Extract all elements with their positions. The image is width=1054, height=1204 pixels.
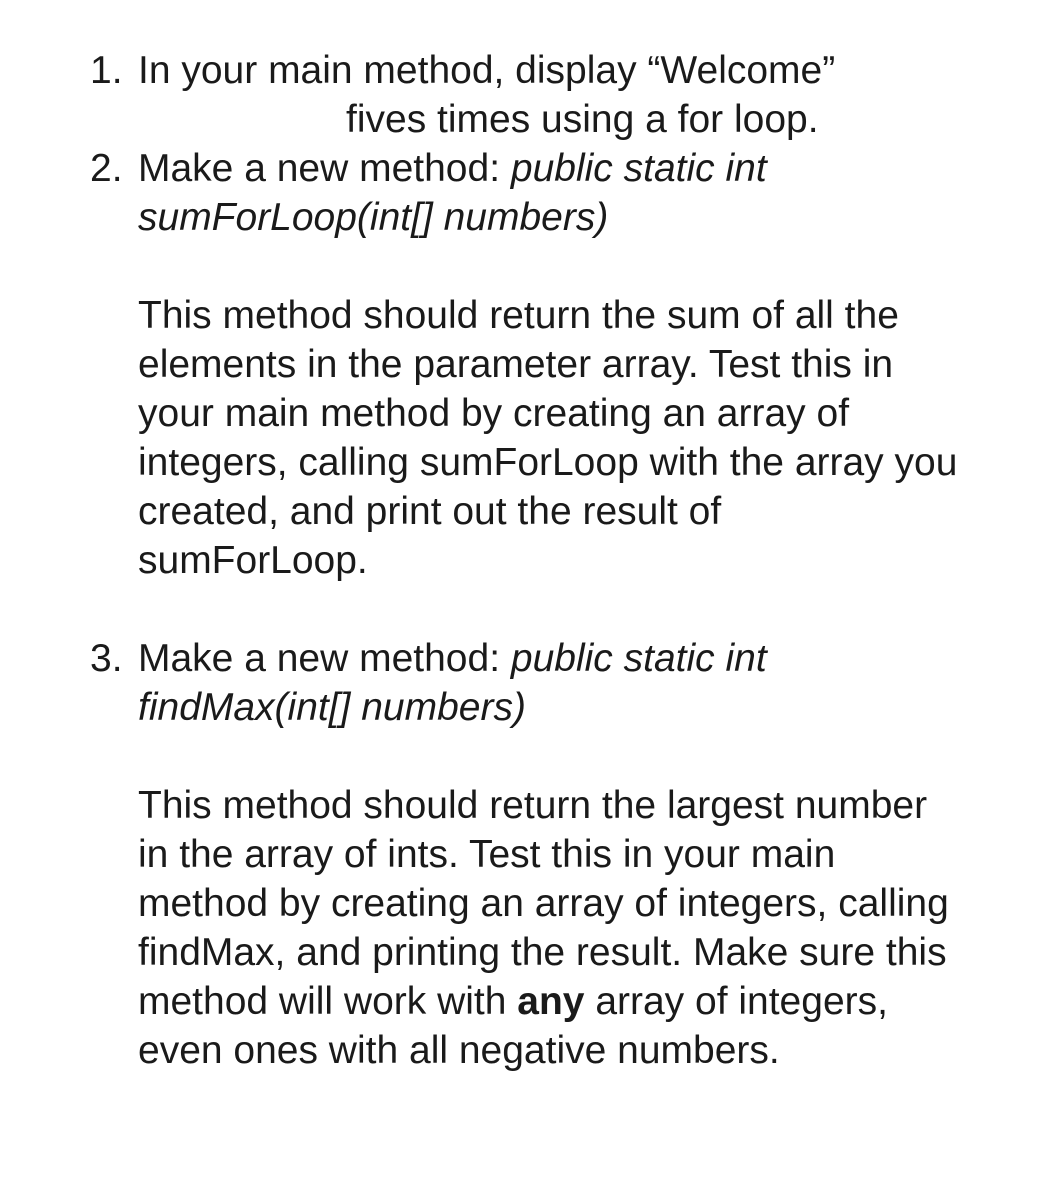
instruction-item-2: [0, 144, 1054, 585]
description-line: This method should return the sum of all the: [138, 294, 899, 337]
signature-prefix: Make a new method:: [138, 637, 511, 680]
method-signature-line-2: findMax(int[] numbers): [138, 686, 526, 729]
signature-code: public static int: [510, 637, 767, 680]
method-signature-line-2: sumForLoop(int[] numbers): [138, 196, 609, 239]
method-signature-line-1: [138, 634, 1054, 683]
item-1-line-2: fives times using a for loop.: [346, 98, 819, 141]
method-signature-line-1: [138, 144, 1054, 193]
description-line: elements in the parameter array. Test this in: [138, 343, 894, 386]
description-line: sumForLoop.: [138, 539, 368, 582]
item-1-line-1: In your main method, display “Welcome”: [138, 49, 836, 92]
description-line: in the array of ints. Test this in your main: [138, 833, 836, 876]
signature-prefix: Make a new method:: [138, 147, 511, 190]
spacer: [0, 585, 1054, 634]
instructions-document: [0, 46, 1054, 1075]
description-text: method will work with: [138, 980, 518, 1023]
spacer: [138, 732, 1054, 781]
description-line: [138, 977, 1054, 1026]
description-line: created, and print out the result of: [138, 490, 722, 533]
description-line: integers, calling sumForLoop with the array you: [138, 441, 958, 484]
spacer: [138, 242, 1054, 291]
description-line: method by creating an array of integers, calling: [138, 882, 949, 925]
description-line: This method should return the largest number: [138, 784, 928, 827]
instruction-item-1: [0, 46, 1054, 144]
description-line: your main method by creating an array of: [138, 392, 850, 435]
item-number: 3.: [90, 637, 123, 680]
description-text: array of integers,: [584, 980, 888, 1023]
item-number: 1.: [90, 49, 123, 92]
description-line: even ones with all negative numbers.: [138, 1029, 780, 1072]
emphasis-any: any: [517, 980, 585, 1023]
description-line: findMax, and printing the result. Make sure this: [138, 931, 947, 974]
signature-code: public static int: [510, 147, 767, 190]
item-number: 2.: [90, 147, 123, 190]
instruction-item-3: [0, 634, 1054, 1075]
